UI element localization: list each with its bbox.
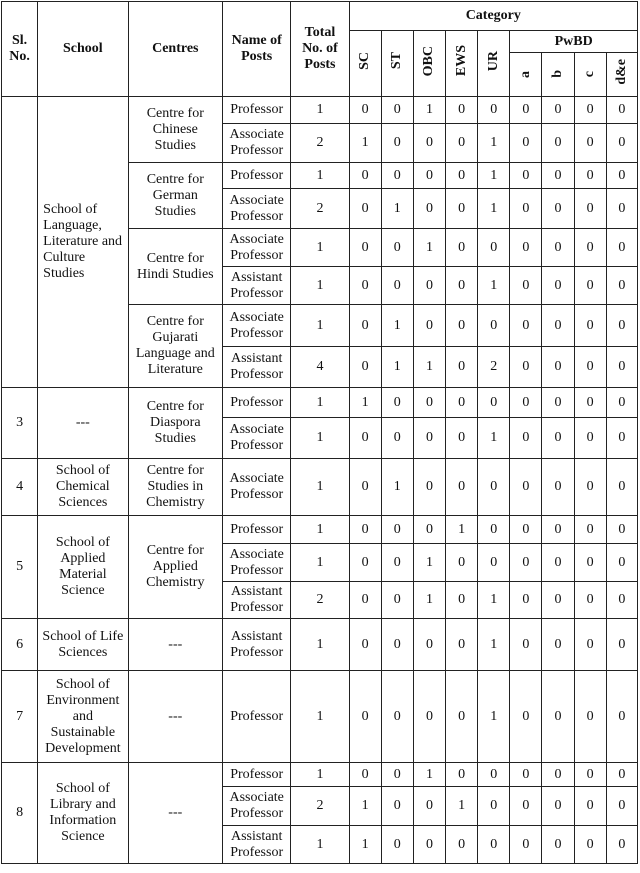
category-count-cell: 0 — [381, 671, 413, 763]
total-posts-cell: 1 — [291, 516, 349, 544]
category-count-cell: 0 — [446, 763, 478, 787]
total-posts-cell: 1 — [291, 97, 349, 124]
category-count-cell: 0 — [606, 826, 637, 864]
school-cell: School of Applied Material Science — [38, 516, 128, 619]
category-count-cell: 0 — [413, 826, 445, 864]
category-count-cell: 0 — [446, 582, 478, 619]
centre-cell: Centre for Hindi Studies — [128, 229, 222, 305]
total-posts-cell: 2 — [291, 787, 349, 826]
header-sl-no: Sl. No. — [2, 2, 38, 97]
category-count-cell: 0 — [606, 163, 637, 189]
header-category: Category — [349, 2, 637, 31]
category-count-cell: 0 — [510, 544, 542, 582]
category-count-cell: 0 — [574, 163, 606, 189]
total-posts-cell: 2 — [291, 582, 349, 619]
post-name-cell: Associate Professor — [223, 459, 291, 516]
category-count-cell: 0 — [574, 124, 606, 163]
category-count-cell: 0 — [349, 347, 381, 388]
category-count-cell: 0 — [413, 267, 445, 305]
post-name-cell: Assistant Professor — [223, 582, 291, 619]
category-count-cell: 0 — [381, 267, 413, 305]
category-count-cell: 0 — [510, 305, 542, 347]
category-count-cell: 0 — [446, 459, 478, 516]
category-count-cell: 0 — [574, 418, 606, 459]
header-school: School — [38, 2, 128, 97]
centre-cell: --- — [128, 763, 222, 864]
category-count-cell: 0 — [349, 459, 381, 516]
category-count-cell: 0 — [349, 189, 381, 229]
category-count-cell: 0 — [574, 189, 606, 229]
category-count-cell: 0 — [542, 418, 574, 459]
sl-no-cell: 5 — [2, 516, 38, 619]
category-count-cell: 1 — [446, 787, 478, 826]
total-posts-cell: 4 — [291, 347, 349, 388]
category-count-cell: 0 — [381, 388, 413, 418]
category-count-cell: 0 — [478, 763, 510, 787]
category-count-cell: 0 — [606, 763, 637, 787]
category-count-cell: 0 — [381, 163, 413, 189]
post-name-cell: Associate Professor — [223, 124, 291, 163]
category-count-cell: 1 — [478, 189, 510, 229]
category-count-cell: 0 — [349, 619, 381, 671]
category-count-cell: 0 — [510, 826, 542, 864]
category-count-cell: 0 — [413, 189, 445, 229]
category-count-cell: 0 — [574, 619, 606, 671]
category-count-cell: 0 — [349, 544, 381, 582]
category-count-cell: 0 — [606, 582, 637, 619]
header-pwbd-a: a — [510, 53, 542, 97]
category-count-cell: 1 — [349, 826, 381, 864]
header-pwbd-de: d&e — [606, 53, 637, 97]
category-count-cell: 0 — [574, 459, 606, 516]
category-count-cell: 0 — [381, 619, 413, 671]
table-row — [2, 97, 638, 124]
category-count-cell: 0 — [446, 163, 478, 189]
category-count-cell: 1 — [413, 229, 445, 267]
category-count-cell: 0 — [478, 544, 510, 582]
category-count-cell: 0 — [542, 347, 574, 388]
category-count-cell: 0 — [349, 671, 381, 763]
total-posts-cell: 1 — [291, 163, 349, 189]
category-count-cell: 0 — [606, 787, 637, 826]
category-count-cell: 1 — [478, 267, 510, 305]
category-count-cell: 0 — [446, 619, 478, 671]
post-name-cell: Associate Professor — [223, 229, 291, 267]
category-count-cell: 0 — [510, 787, 542, 826]
post-name-cell: Professor — [223, 388, 291, 418]
category-count-cell: 0 — [446, 305, 478, 347]
category-count-cell: 0 — [446, 671, 478, 763]
category-count-cell: 0 — [413, 671, 445, 763]
category-count-cell: 0 — [413, 459, 445, 516]
category-count-cell: 0 — [574, 826, 606, 864]
centre-cell: Centre for Chinese Studies — [128, 97, 222, 163]
category-count-cell: 0 — [510, 163, 542, 189]
category-count-cell: 0 — [510, 763, 542, 787]
category-count-cell: 0 — [381, 763, 413, 787]
category-count-cell: 0 — [446, 418, 478, 459]
header-obc: OBC — [413, 31, 445, 97]
category-count-cell: 0 — [510, 388, 542, 418]
category-count-cell: 0 — [413, 516, 445, 544]
header-pwbd-b: b — [542, 53, 574, 97]
category-count-cell: 0 — [349, 229, 381, 267]
category-count-cell: 1 — [413, 347, 445, 388]
category-count-cell: 0 — [606, 97, 637, 124]
category-count-cell: 0 — [542, 787, 574, 826]
category-count-cell: 0 — [542, 459, 574, 516]
category-count-cell: 1 — [349, 388, 381, 418]
post-name-cell: Professor — [223, 671, 291, 763]
category-count-cell: 0 — [381, 229, 413, 267]
category-count-cell: 1 — [478, 418, 510, 459]
total-posts-cell: 1 — [291, 388, 349, 418]
category-count-cell: 0 — [542, 388, 574, 418]
table-row — [2, 459, 638, 516]
total-posts-cell: 1 — [291, 826, 349, 864]
centre-cell: Centre for Applied Chemistry — [128, 516, 222, 619]
total-posts-cell: 1 — [291, 418, 349, 459]
category-count-cell: 0 — [478, 305, 510, 347]
category-count-cell: 0 — [413, 124, 445, 163]
school-cell: --- — [38, 388, 128, 459]
category-count-cell: 0 — [510, 582, 542, 619]
category-count-cell: 0 — [542, 305, 574, 347]
category-count-cell: 0 — [413, 619, 445, 671]
sl-no-cell: 8 — [2, 763, 38, 864]
sl-no-cell: 3 — [2, 388, 38, 459]
centre-cell: --- — [128, 671, 222, 763]
category-count-cell: 0 — [542, 97, 574, 124]
category-count-cell: 0 — [478, 97, 510, 124]
category-count-cell: 1 — [349, 124, 381, 163]
sl-no-cell: 4 — [2, 459, 38, 516]
category-count-cell: 0 — [542, 671, 574, 763]
category-count-cell: 0 — [349, 763, 381, 787]
category-count-cell: 0 — [381, 582, 413, 619]
category-count-cell: 0 — [574, 787, 606, 826]
category-count-cell: 0 — [381, 516, 413, 544]
category-count-cell: 1 — [381, 347, 413, 388]
category-count-cell: 0 — [574, 544, 606, 582]
school-cell: School of Life Sciences — [38, 619, 128, 671]
category-count-cell: 0 — [606, 388, 637, 418]
post-name-cell: Professor — [223, 763, 291, 787]
category-count-cell: 1 — [349, 787, 381, 826]
posts-table — [1, 1, 638, 864]
category-count-cell: 0 — [381, 97, 413, 124]
sl-no-cell — [2, 97, 38, 388]
category-count-cell: 0 — [606, 347, 637, 388]
category-count-cell: 1 — [478, 124, 510, 163]
category-count-cell: 1 — [381, 189, 413, 229]
header-total-posts: Total No. of Posts — [291, 2, 349, 97]
category-count-cell: 0 — [542, 619, 574, 671]
category-count-cell: 0 — [542, 826, 574, 864]
category-count-cell: 1 — [413, 763, 445, 787]
post-name-cell: Associate Professor — [223, 418, 291, 459]
post-name-cell: Associate Professor — [223, 544, 291, 582]
total-posts-cell: 1 — [291, 763, 349, 787]
category-count-cell: 0 — [381, 787, 413, 826]
category-count-cell: 0 — [446, 826, 478, 864]
category-count-cell: 0 — [413, 305, 445, 347]
post-name-cell: Associate Professor — [223, 305, 291, 347]
category-count-cell: 1 — [446, 516, 478, 544]
category-count-cell: 0 — [349, 97, 381, 124]
post-name-cell: Assistant Professor — [223, 347, 291, 388]
total-posts-cell: 1 — [291, 671, 349, 763]
category-count-cell: 0 — [349, 418, 381, 459]
post-name-cell: Assistant Professor — [223, 619, 291, 671]
category-count-cell: 0 — [542, 763, 574, 787]
category-count-cell: 0 — [574, 516, 606, 544]
category-count-cell: 0 — [381, 418, 413, 459]
category-count-cell: 0 — [349, 267, 381, 305]
category-count-cell: 0 — [606, 189, 637, 229]
category-count-cell: 0 — [510, 229, 542, 267]
category-count-cell: 0 — [574, 267, 606, 305]
category-count-cell: 0 — [349, 582, 381, 619]
category-count-cell: 0 — [510, 671, 542, 763]
category-count-cell: 0 — [574, 347, 606, 388]
total-posts-cell: 2 — [291, 124, 349, 163]
category-count-cell: 0 — [510, 418, 542, 459]
category-count-cell: 0 — [478, 388, 510, 418]
post-name-cell: Assistant Professor — [223, 826, 291, 864]
category-count-cell: 0 — [606, 516, 637, 544]
category-count-cell: 0 — [606, 671, 637, 763]
category-count-cell: 2 — [478, 347, 510, 388]
total-posts-cell: 1 — [291, 305, 349, 347]
category-count-cell: 0 — [574, 305, 606, 347]
header-sc: SC — [349, 31, 381, 97]
category-count-cell: 0 — [349, 163, 381, 189]
category-count-cell: 0 — [446, 347, 478, 388]
category-count-cell: 1 — [381, 459, 413, 516]
table-body — [2, 97, 638, 864]
category-count-cell: 0 — [606, 267, 637, 305]
category-count-cell: 0 — [413, 418, 445, 459]
centre-cell: Centre for German Studies — [128, 163, 222, 229]
category-count-cell: 0 — [381, 124, 413, 163]
category-count-cell: 0 — [349, 305, 381, 347]
category-count-cell: 0 — [542, 516, 574, 544]
category-count-cell: 0 — [510, 459, 542, 516]
header-ur: UR — [478, 31, 510, 97]
post-name-cell: Professor — [223, 97, 291, 124]
category-count-cell: 0 — [510, 189, 542, 229]
category-count-cell: 1 — [478, 671, 510, 763]
school-cell: School of Library and Information Science — [38, 763, 128, 864]
category-count-cell: 0 — [413, 787, 445, 826]
category-count-cell: 0 — [510, 619, 542, 671]
category-count-cell: 0 — [542, 544, 574, 582]
total-posts-cell: 1 — [291, 459, 349, 516]
school-cell: School of Environment and Sustainable Development — [38, 671, 128, 763]
category-count-cell: 0 — [413, 163, 445, 189]
category-count-cell: 1 — [381, 305, 413, 347]
header-name-of-posts: Name of Posts — [223, 2, 291, 97]
header-centres: Centres — [128, 2, 222, 97]
category-count-cell: 0 — [478, 787, 510, 826]
category-count-cell: 0 — [478, 459, 510, 516]
header-pwbd: PwBD — [510, 31, 638, 53]
post-name-cell: Associate Professor — [223, 189, 291, 229]
category-count-cell: 0 — [542, 229, 574, 267]
category-count-cell: 0 — [542, 267, 574, 305]
total-posts-cell: 1 — [291, 619, 349, 671]
category-count-cell: 1 — [478, 619, 510, 671]
post-name-cell: Associate Professor — [223, 787, 291, 826]
sl-no-cell: 6 — [2, 619, 38, 671]
category-count-cell: 0 — [606, 544, 637, 582]
post-name-cell: Assistant Professor — [223, 267, 291, 305]
category-count-cell: 0 — [574, 229, 606, 267]
category-count-cell: 0 — [542, 124, 574, 163]
category-count-cell: 0 — [478, 516, 510, 544]
header-ews: EWS — [446, 31, 478, 97]
category-count-cell: 1 — [413, 97, 445, 124]
category-count-cell: 0 — [574, 388, 606, 418]
category-count-cell: 0 — [381, 544, 413, 582]
school-cell: School of Language, Literature and Culture Studies — [38, 97, 128, 388]
table-row — [2, 763, 638, 787]
centre-cell: --- — [128, 619, 222, 671]
category-count-cell: 0 — [510, 516, 542, 544]
post-name-cell: Professor — [223, 516, 291, 544]
category-count-cell: 0 — [606, 619, 637, 671]
category-count-cell: 0 — [446, 124, 478, 163]
category-count-cell: 0 — [574, 763, 606, 787]
total-posts-cell: 1 — [291, 544, 349, 582]
centre-cell: Centre for Studies in Chemistry — [128, 459, 222, 516]
total-posts-cell: 2 — [291, 189, 349, 229]
category-count-cell: 0 — [413, 388, 445, 418]
table-row — [2, 388, 638, 418]
category-count-cell: 0 — [606, 229, 637, 267]
category-count-cell: 0 — [542, 189, 574, 229]
total-posts-cell: 1 — [291, 267, 349, 305]
category-count-cell: 0 — [446, 267, 478, 305]
category-count-cell: 1 — [413, 582, 445, 619]
category-count-cell: 1 — [478, 582, 510, 619]
category-count-cell: 0 — [606, 459, 637, 516]
category-count-cell: 0 — [349, 516, 381, 544]
category-count-cell: 0 — [446, 544, 478, 582]
category-count-cell: 0 — [446, 189, 478, 229]
category-count-cell: 0 — [510, 347, 542, 388]
category-count-cell: 0 — [478, 826, 510, 864]
category-count-cell: 0 — [446, 97, 478, 124]
category-count-cell: 0 — [574, 97, 606, 124]
category-count-cell: 0 — [510, 267, 542, 305]
category-count-cell: 0 — [510, 97, 542, 124]
table-row — [2, 671, 638, 763]
school-cell: School of Chemical Sciences — [38, 459, 128, 516]
table-row — [2, 619, 638, 671]
total-posts-cell: 1 — [291, 229, 349, 267]
sl-no-cell: 7 — [2, 671, 38, 763]
category-count-cell: 1 — [478, 163, 510, 189]
category-count-cell: 0 — [606, 124, 637, 163]
category-count-cell: 0 — [606, 305, 637, 347]
category-count-cell: 0 — [574, 582, 606, 619]
centre-cell: Centre for Gujarati Language and Literature — [128, 305, 222, 388]
post-name-cell: Professor — [223, 163, 291, 189]
table-row — [2, 516, 638, 544]
category-count-cell: 0 — [478, 229, 510, 267]
category-count-cell: 0 — [542, 163, 574, 189]
category-count-cell: 0 — [381, 826, 413, 864]
category-count-cell: 0 — [510, 124, 542, 163]
category-count-cell: 0 — [446, 229, 478, 267]
centre-cell: Centre for Diaspora Studies — [128, 388, 222, 459]
header-pwbd-c: c — [574, 53, 606, 97]
header-st: ST — [381, 31, 413, 97]
category-count-cell: 0 — [446, 388, 478, 418]
category-count-cell: 1 — [413, 544, 445, 582]
category-count-cell: 0 — [542, 582, 574, 619]
category-count-cell: 0 — [574, 671, 606, 763]
category-count-cell: 0 — [606, 418, 637, 459]
